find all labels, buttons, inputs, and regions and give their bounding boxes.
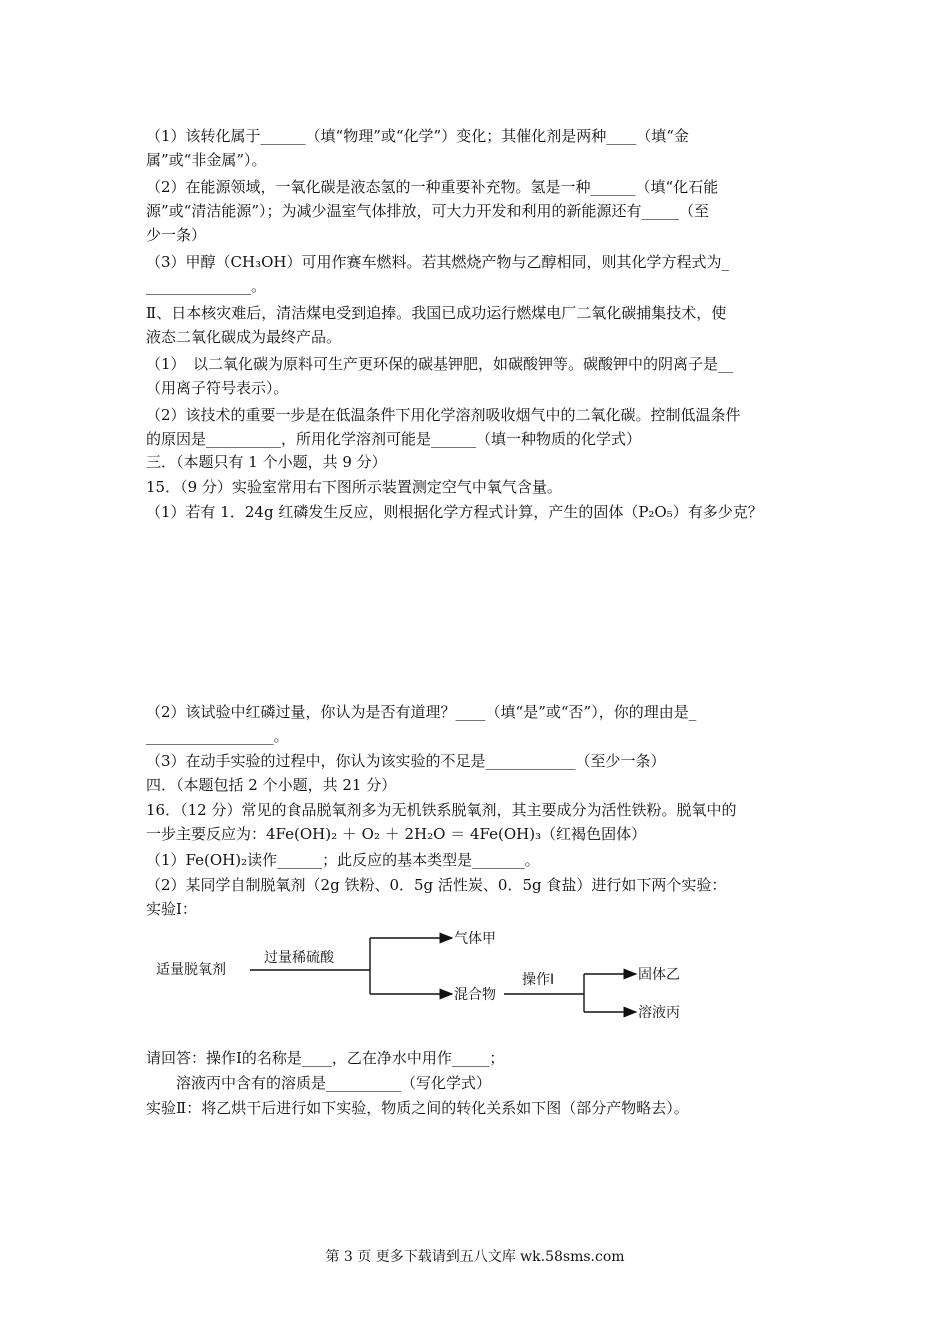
text-line: （1）若有 1．24g 红磷发生反应，则根据化学方程式计算，产生的固体（P₂O₅）有多少克？	[146, 503, 763, 521]
text-line: （2）某同学自制脱氧剂（2g 铁粉、0．5g 活性炭、0．5g 食盐）进行如下两个实验：	[146, 876, 727, 894]
flow-operation-label: 操作Ⅰ	[522, 972, 555, 988]
section-heading: 四．（本题包括 2 个小题，共 21 分）	[146, 776, 397, 794]
text-line: 少一条）	[146, 226, 207, 244]
text-line: 实验Ⅱ：将乙烘干后进行如下实验，物质之间的转化关系如下图（部分产物略去）。	[146, 1099, 689, 1117]
text-line: 实验Ⅰ：	[146, 900, 197, 918]
text-line: （1） 以二氧化碳为原料可生产更环保的碳基钾肥，如碳酸钾等。碳酸钾中的阴离子是__	[146, 355, 734, 373]
text-line: （2）该试验中红磷过量，你认为是否有道理？____（填“是”或“否”），你的理由是_	[146, 703, 697, 721]
text-line: 的原因是__________，所用化学溶剂可能是______（填一种物质的化学式）	[146, 430, 642, 448]
flow-solution-label: 溶液丙	[638, 1005, 680, 1021]
question-title: 16．（12 分）常见的食品脱氧剂多为无机铁系脱氧剂，其主要成分为活性铁粉。脱氧中的	[146, 801, 737, 819]
text-line: （用离子符号表示）。	[146, 379, 289, 397]
flow-solid-label: 固体乙	[638, 967, 680, 983]
section-heading: 三．（本题只有 1 个小题，共 9 分）	[146, 453, 387, 471]
text-line: _________________。	[146, 727, 289, 745]
text-line: 源”或“清洁能源”）；为减少温室气体排放，可大力开发和利用的新能源还有_____（至	[146, 202, 710, 220]
text-line: 溶液丙中含有的溶质是__________（写化学式）	[176, 1074, 492, 1092]
text-line: 液态二氧化碳成为最终产品。	[146, 328, 342, 346]
flow-diagram	[146, 922, 706, 1032]
question-title: 15．（9 分）实验室常用右下图所示装置测定空气中氧气含量。	[146, 478, 562, 496]
text-line: Ⅱ、日本核灾难后，清洁煤电受到追捧。我国已成功运行燃煤电厂二氧化碳捕集技术，使	[146, 304, 727, 322]
page-footer: 第 3 页 更多下载请到五八文库 wk.58sms.com	[325, 1249, 625, 1265]
text-line: 请回答：操作Ⅰ的名称是____，乙在净水中用作_____；	[146, 1049, 505, 1067]
text-line: （1）Fe(OH)₂读作______；此反应的基本类型是_______。	[146, 851, 540, 869]
text-line: （3）甲醇（CH₃OH）可用作赛车燃料。若其燃烧产物与乙醇相同，则其化学方程式为_	[146, 253, 729, 271]
flow-start-label: 适量脱氧剂	[156, 962, 226, 978]
text-line: （2）该技术的重要一步是在低温条件下用化学溶剂吸收烟气中的二氧化碳。控制低温条件	[146, 406, 741, 424]
text-line: （1）该转化属于______（填“物理”或“化学”）变化；其催化剂是两种____（填“金	[146, 127, 689, 145]
text-line: ______________。	[146, 277, 267, 295]
flow-mixture-label: 混合物	[454, 987, 496, 1003]
flow-reagent-label: 过量稀硫酸	[264, 950, 334, 966]
text-line: 属”或“非金属”）。	[146, 151, 267, 169]
equation-line: 一步主要反应为：4Fe(OH)₂ ＋ O₂ ＋ 2H₂O ＝ 4Fe(OH)₃（红褐色固体）	[146, 825, 647, 843]
flow-gas-label: 气体甲	[454, 931, 496, 947]
text-line: （3）在动手实验的过程中，你认为该实验的不足是____________（至少一条）	[146, 752, 666, 770]
text-line: （2）在能源领域，一氧化碳是液态氢的一种重要补充物。氢是一种______（填“化石能	[146, 178, 719, 196]
